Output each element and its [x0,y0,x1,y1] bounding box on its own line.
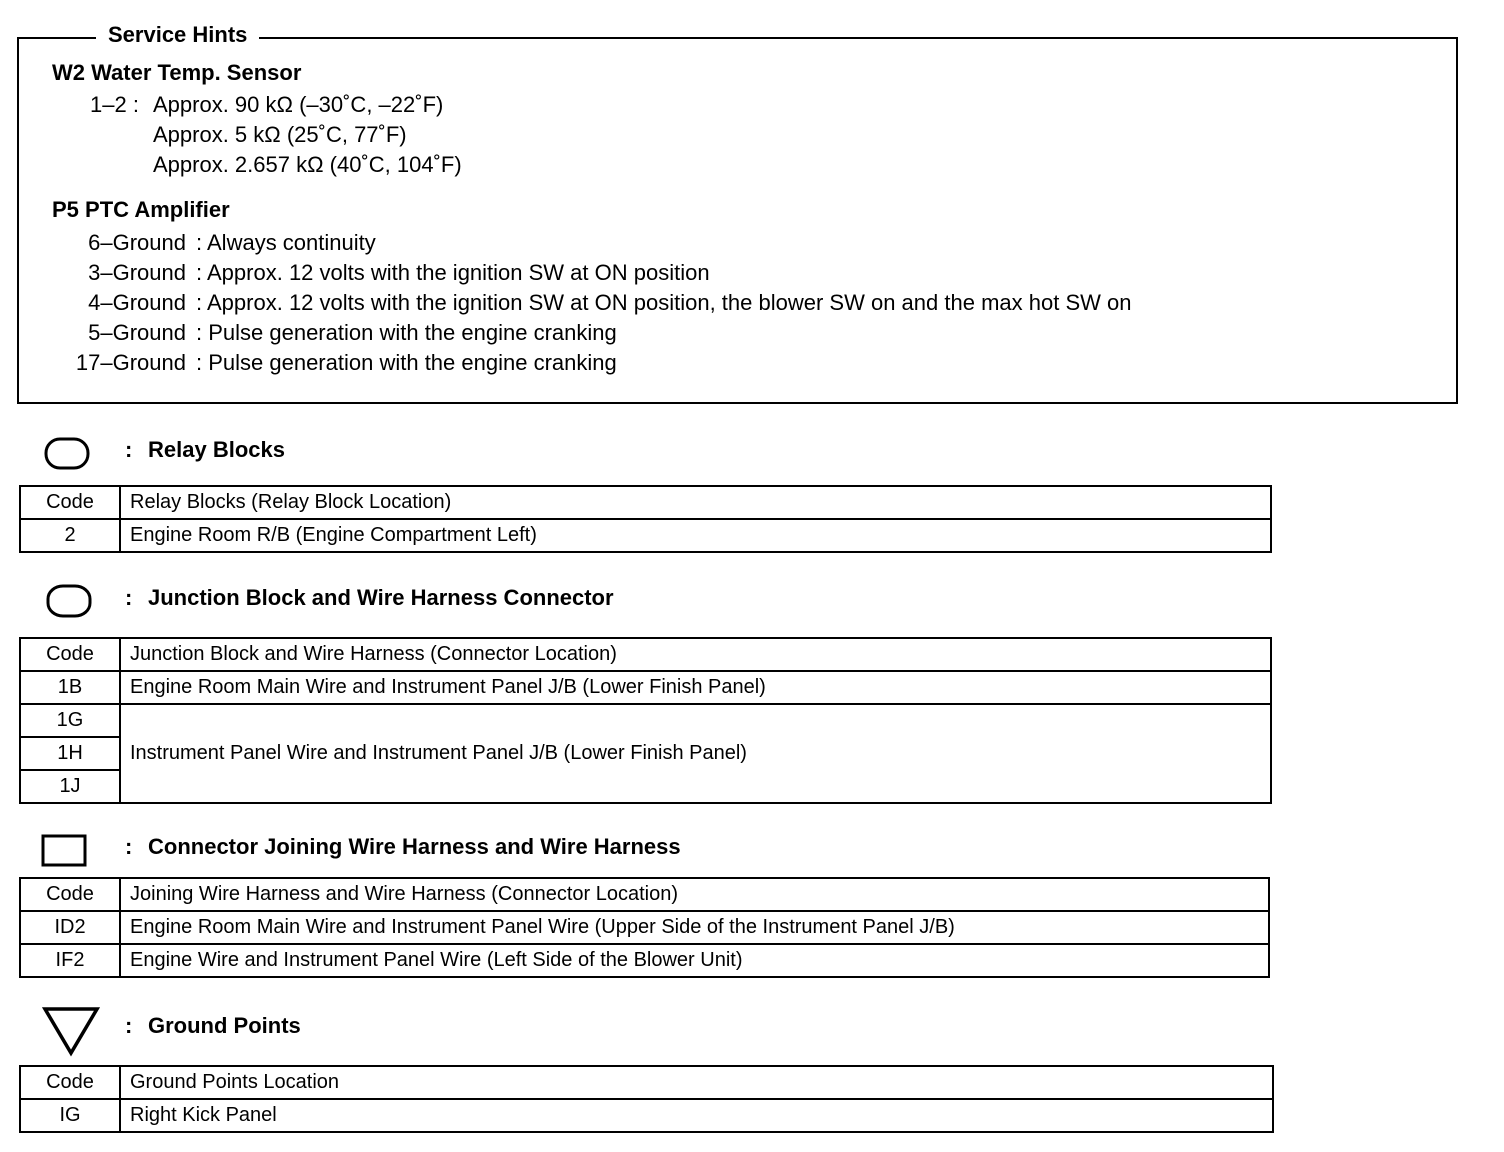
location-header: Junction Block and Wire Harness (Connector Location) [120,638,1271,671]
code-header: Code [20,878,120,911]
junction-block-table [19,637,1272,804]
legend-colon: : [125,585,133,610]
location-cell: Instrument Panel Wire and Instrument Panel J/B (Lower Finish Panel) [120,704,1271,803]
rectangle-icon [40,833,90,869]
service-hints-title: Service Hints [96,21,259,49]
code-header: Code [20,486,120,519]
relay-blocks-table [19,485,1272,553]
p5-pin: 6–Ground [88,230,186,255]
legend-colon: : [125,1013,133,1038]
table-row [20,671,1271,704]
p5-pin: 3–Ground [88,260,186,285]
connector-joining-title: Connector Joining Wire Harness and Wire Harness [148,834,681,859]
relay-blocks-title: Relay Blocks [148,437,285,462]
code-cell: 1G [20,704,120,737]
table-row [20,519,1271,552]
table-row [20,1099,1273,1132]
location-cell: Right Kick Panel [120,1099,1273,1132]
p5-desc: : Always continuity [196,230,376,255]
w2-line-3: Approx. 2.657 kΩ (40˚C, 104˚F) [153,152,462,177]
p5-heading: P5 PTC Amplifier [52,197,230,222]
location-cell: Engine Room Main Wire and Instrument Panel Wire (Upper Side of the Instrument Panel J/B) [120,911,1269,944]
w2-line-2: Approx. 5 kΩ (25˚C, 77˚F) [153,122,407,147]
p5-pin: 5–Ground [88,320,186,345]
w2-heading: W2 Water Temp. Sensor [52,60,302,85]
w2-pin: 1–2 : [90,92,139,117]
oval-rectangle-icon [44,583,94,621]
table-header-row [20,638,1271,671]
location-header: Relay Blocks (Relay Block Location) [120,486,1271,519]
table-row [20,704,1271,737]
ground-points-table [19,1065,1274,1133]
p5-desc: : Pulse generation with the engine cranking [196,320,617,345]
p5-desc: : Pulse generation with the engine cranking [196,350,617,375]
location-cell: Engine Room R/B (Engine Compartment Left) [120,519,1271,552]
code-cell: 1J [20,770,120,803]
ground-points-title: Ground Points [148,1013,301,1038]
p5-desc: : Approx. 12 volts with the ignition SW at ON position, the blower SW on and the max hot SW on [196,290,1132,315]
w2-line-1: Approx. 90 kΩ (–30˚C, –22˚F) [153,92,444,117]
legend-colon: : [125,437,133,462]
triangle-down-icon [40,1005,102,1057]
location-header: Ground Points Location [120,1066,1273,1099]
rounded-rectangle-icon [44,436,92,472]
code-cell: 1B [20,671,120,704]
table-header-row [20,878,1269,911]
p5-pin: 17–Ground [75,350,186,375]
location-cell: Engine Room Main Wire and Instrument Panel J/B (Lower Finish Panel) [120,671,1271,704]
code-cell: 1H [20,737,120,770]
table-header-row [20,1066,1273,1099]
code-cell: 2 [20,519,120,552]
code-cell: IF2 [20,944,120,977]
table-row [20,911,1269,944]
code-header: Code [20,638,120,671]
p5-pin: 4–Ground [88,290,186,315]
table-row [20,944,1269,977]
location-header: Joining Wire Harness and Wire Harness (Connector Location) [120,878,1269,911]
location-cell: Engine Wire and Instrument Panel Wire (Left Side of the Blower Unit) [120,944,1269,977]
table-header-row [20,486,1271,519]
code-cell: ID2 [20,911,120,944]
code-header: Code [20,1066,120,1099]
connector-joining-table [19,877,1270,978]
code-cell: IG [20,1099,120,1132]
junction-block-title: Junction Block and Wire Harness Connector [148,585,614,610]
p5-desc: : Approx. 12 volts with the ignition SW at ON position [196,260,710,285]
legend-colon: : [125,834,133,859]
